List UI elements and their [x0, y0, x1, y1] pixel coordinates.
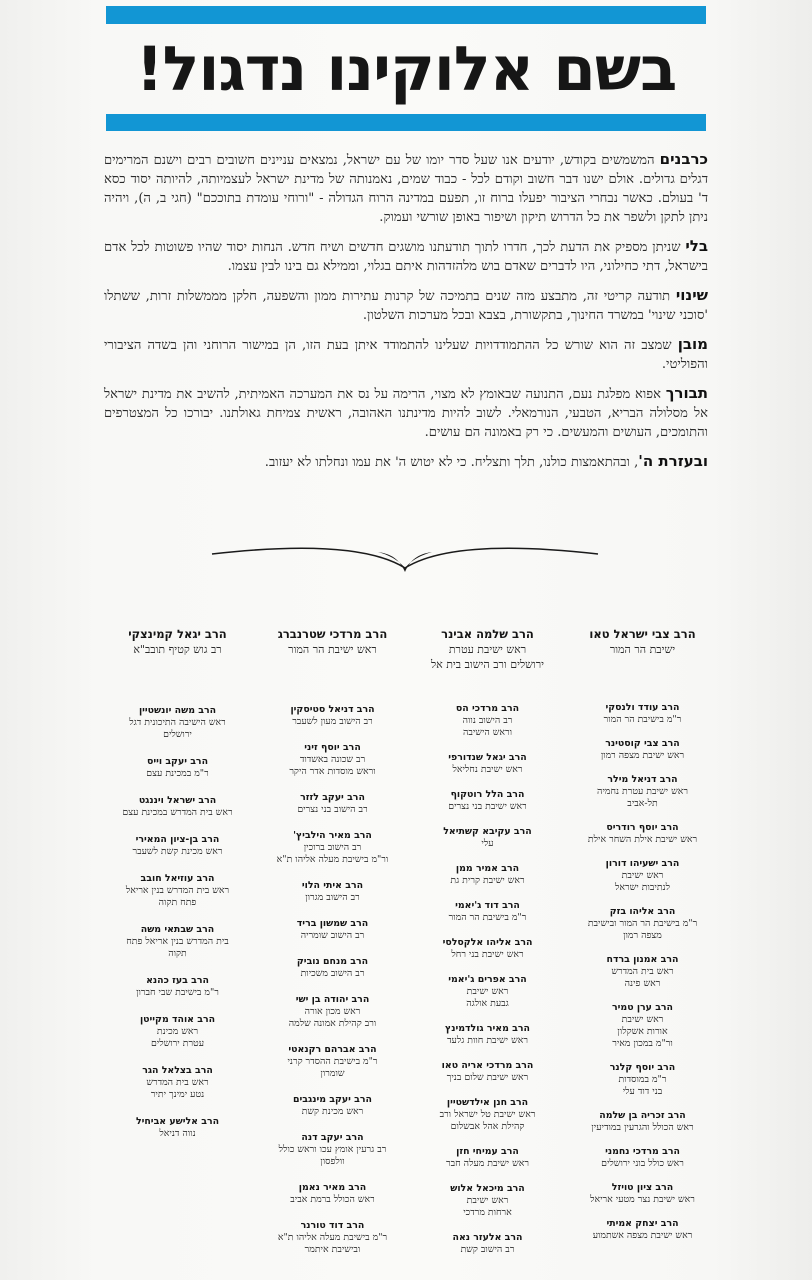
signatory-name: הרב יוסף קלנר	[609, 1062, 676, 1073]
signatory-entry	[255, 1219, 410, 1256]
signatory-title: ראש ישיבת אורות אשקלון ור"מ במכון מאיר	[612, 1014, 673, 1049]
head-rabbi-title: רב גוש קטיף תובב"א	[133, 643, 222, 656]
signatory-entry	[410, 825, 565, 850]
signatory-title: ראש ישיבת חוות גלעד	[447, 1035, 528, 1046]
signatory-name: הרב עוזיאל חובב	[140, 873, 215, 884]
signatory-title: ר"מ בישיבת מעלה אליהו ת"א ובישיבת איתמר	[277, 1232, 388, 1255]
signatory-name: הרב אליהו בזק	[609, 906, 676, 917]
signatory-name: הרב מאיר הילביץ'	[293, 830, 372, 841]
head-rabbi-title: ראש ישיבת עטרת ירושלים ורב הישוב בית אל	[430, 643, 545, 671]
signatory-name: הרב מנחם נוביק	[296, 956, 369, 967]
paragraph-text: , ובהתאמצות כולנו, תלך ותצליח. כי לא יטוש ה' את עמו ונחלתו לא יעזוב.	[264, 455, 639, 470]
signatory-entry	[565, 953, 720, 990]
signatory-name: הרב בצלאל הגר	[142, 1065, 213, 1076]
signatory-title: רב הישוב קשת	[460, 1244, 515, 1255]
signatory-entry	[255, 1131, 410, 1168]
paragraph-text: תודעה קריטי זה, מתבצע מזה שנים בתמיכה של קרנות עתירות ממון והשפעה, חלקן מממשלות זרות, ששתלו 'סוכני שינוי' במשרד החינוך, בתקשורת, בצבא ובכל מערכות השלטון.	[104, 289, 708, 323]
signatory-title: רב הישוב בני נצרים	[297, 804, 368, 815]
signatory-title: ראש ישיבת מעלה חבר	[446, 1158, 529, 1169]
signatory-title: בית המדרש בנין אריאל פתח תקוה	[126, 936, 229, 959]
signatory-entry	[410, 788, 565, 813]
signatory-name: הרב דניאל סטיסקין	[290, 704, 375, 715]
signatory-title: ראש ישיבת קרית גת	[450, 875, 525, 886]
signatory-title: ראש מכינת קשת	[301, 1106, 364, 1117]
signatory-list	[410, 702, 565, 1256]
signatory-entry	[565, 857, 720, 894]
signatory-name: הרב בן-ציון המאירי	[135, 834, 220, 845]
signatory-title: ראש ישיבת בני רחל	[451, 949, 524, 960]
head-rabbi-name: הרב מרדכי שטרנברג	[277, 627, 388, 641]
signatory-entry	[100, 1064, 255, 1101]
signatory-list	[100, 704, 255, 1140]
signatory-name: הרב ישעיהו דורון	[605, 858, 680, 869]
signatory-entry	[565, 821, 720, 846]
signatory-entry	[100, 755, 255, 780]
paragraph-lead-word: ובעזרת ה'	[638, 452, 708, 470]
bottom-blue-bar	[106, 114, 706, 131]
signatory-title: ראש ישיבת מצפה רמון	[600, 750, 685, 761]
signatory-entry	[100, 704, 255, 741]
signatory-name: הרב אליהו אלקסלסי	[442, 937, 533, 948]
signatory-title: ראש ישיבת טל ישראל ורב קהילת אהל אבשלום	[439, 1109, 536, 1132]
signatory-name: הרב מיכאל אלוש	[450, 1183, 525, 1194]
signatory-title: ר"מ בישיבת הר המור ובישיבת מצפה רמון	[587, 918, 698, 941]
signatory-entry	[255, 703, 410, 728]
signatory-name: הרב יעקב לזזר	[300, 792, 365, 803]
signatory-name: הרב יצחק אמיתי	[606, 1218, 679, 1229]
signatory-name: הרב הלל רוטקוף	[450, 789, 525, 800]
head-rabbi-name: הרב יגאל קמינצקי	[128, 627, 227, 641]
signatory-title: ראש מכון אורה ורב קהילת אמונה שלמה	[288, 1006, 377, 1029]
signatory-title: ראש בית המדרש במכינת עצם	[122, 807, 233, 818]
signatory-title: ראש מכינת קשת לשעבר	[132, 846, 223, 857]
signatory-column	[100, 626, 255, 1276]
signatory-entry	[410, 899, 565, 924]
signatory-entry	[255, 1093, 410, 1118]
signatory-name: הרב יהודה בן ישי	[295, 994, 370, 1005]
signatory-name: הרב אברהם רקנאטי	[288, 1044, 377, 1055]
signatory-entry	[255, 879, 410, 904]
signatory-title: ראש ישיבת עטרת נחמיה תל-אביב	[597, 786, 688, 809]
signatory-entry	[255, 1181, 410, 1206]
signatory-title: ראש הכולל והגרעין במודיעין	[591, 1122, 694, 1133]
signatory-title: ראש ישיבת לנתיבות ישראל	[615, 870, 670, 893]
article-paragraph	[104, 286, 708, 325]
signatory-name: הרב דניאל מילר	[607, 774, 678, 785]
signatory-entry	[410, 862, 565, 887]
signatory-name: הרב יעקב דנה	[301, 1132, 364, 1143]
signatory-title: ראש כולל בוני ירושלים	[601, 1158, 684, 1169]
signatory-name: הרב מרדכי הס	[455, 703, 520, 714]
signatory-name: הרב צבי קוסטינר	[605, 738, 680, 749]
paragraph-text: המשמשים בקודש, יודעים אנו שעל סדר יומו של עם ישראל, נמצאים עניינים חשובים רבים וישנם המרימים דגלים גדולים. אולם ישנו דבר חשוב וקודם לכל - כבוד שמים, נאמנותה של מדינת ישראל לעצמיותה, להיותה יסוד כסא ד' בעולם. כאשר נבחרי הציבור יפעלו ברוח זו, תפעם במדינה הרוח הגדולה - "ורוחי עומדת בתוככם" (חגי ב, ה), ויהיה ניתן לתקן ולשפר את כל הדרוש תיקון ושיפור באופן שורשי ועמוק.	[104, 153, 708, 225]
signatory-name: הרב זכריה בן שלמה	[599, 1110, 686, 1121]
signatory-name: הרב עודד ולנסקי	[605, 702, 680, 713]
paragraph-lead-word: כרבנים	[659, 150, 708, 168]
paragraph-lead-word: בלי	[685, 237, 708, 255]
signatory-title: רב הישוב משכיות	[300, 968, 365, 979]
article-paragraph	[104, 384, 708, 442]
signatory-name: הרב מרדכי אריה טאו	[441, 1060, 534, 1071]
signatory-entry	[410, 1022, 565, 1047]
paragraph-text: אפוא מפלגת נעם, התנועה שבאומץ לא מצוי, הרימה על נס את המערכה האמיתית, להשיב את מדינת ישראל אל מסלולה הבריא, הטבעי, הנורמאלי. לשוב להיות מדינתנו האהובה, ראשית צמיחת גאולתנו. יבורכו כל המצטרפים והתומכים, העושים והמעשים. כי רק באמונה הם עושים.	[104, 387, 708, 440]
signatory-name: הרב ערן טמיר	[612, 1002, 673, 1013]
signatory-title: ר"מ בישיבת שבי חברון	[136, 987, 219, 998]
signatory-column	[410, 626, 565, 1276]
column-head	[565, 626, 720, 690]
signatory-entry	[100, 923, 255, 960]
signatory-entry	[255, 1043, 410, 1080]
signatory-entry	[565, 905, 720, 942]
paragraph-text: שניתן מספיק את הדעת לכך, חדרו לתוך תודעתנו מושגים חדשים ושיח חדש. הנחות יסוד שהיו פשוטות לכל אדם בישראל, דתי כחילוני, היו לדברים שאדם בוש מלהזדהות איתם בגלוי, וממילא גם בינו לבין עצמו.	[104, 240, 708, 274]
signatory-name: הרב אמנון ברדח	[606, 954, 679, 965]
signatory-entry	[100, 974, 255, 999]
signatory-entry	[565, 773, 720, 810]
article-body	[104, 150, 708, 482]
signatory-entry	[255, 741, 410, 778]
signatory-name: הרב דוד ג'יאמי	[455, 900, 520, 911]
signatory-name: הרב בעז כהנא	[146, 975, 209, 986]
signatory-title: ראש בית המדרש בנין אריאל פתח תקוה	[125, 885, 230, 908]
signatory-title: רב הישוב שומריה	[300, 930, 365, 941]
column-head	[410, 626, 565, 690]
signatory-title: עלי	[481, 838, 494, 849]
signatory-entry	[100, 794, 255, 819]
signatory-entry	[565, 1109, 720, 1134]
column-head	[255, 626, 410, 690]
article-paragraph	[104, 335, 708, 374]
paragraph-lead-word: תבורך	[665, 384, 708, 402]
signatory-entry	[255, 829, 410, 866]
column-head	[100, 626, 255, 690]
signatory-entry	[100, 833, 255, 858]
signatory-title: ר"מ במוסדות בני דוד עלי	[618, 1074, 667, 1097]
signatory-title: רב הישוב מעון לשעבר	[292, 716, 373, 727]
signatory-name: הרב יגאל שנדורפי	[448, 752, 527, 763]
headline: בשם אלוקינו נדגול!	[135, 34, 677, 105]
signatory-title: רב שכונה באשדוד וראש מוסדות אדר היקר	[289, 754, 376, 777]
signatory-title: ר"מ בישיבת הר המור	[603, 714, 682, 725]
signatory-title: ר"מ בישיבת ההסדר קרני שומרון	[287, 1056, 378, 1079]
signatory-title: רב הישוב ברוכין ור"מ בישיבת מעלה אליהו ת"א	[276, 842, 389, 865]
signatory-name: הרב יעקב וייס	[146, 756, 209, 767]
signatory-name: הרב יוסף רודריס	[606, 822, 679, 833]
signatory-title: נווה דניאל	[159, 1128, 196, 1139]
signatory-entry	[410, 1096, 565, 1133]
signatory-name: הרב ציון טויזל	[611, 1182, 674, 1193]
signatory-list	[255, 703, 410, 1256]
signatory-entry	[410, 751, 565, 776]
signatory-title: ראש ישיבת ארחות מרדכי	[463, 1195, 512, 1218]
head-rabbi-name: הרב צבי ישראל טאו	[589, 627, 696, 641]
signatory-title: ראש ישיבת שלום בניך	[446, 1072, 529, 1083]
signatory-name: הרב ישראל ויננגט	[138, 795, 217, 806]
signatory-entry	[100, 1013, 255, 1050]
signatory-entry	[255, 955, 410, 980]
signatory-title: ראש ישיבת בני נצרים	[448, 801, 527, 812]
signatory-title: ראש ישיבת גבעת אולגה	[466, 986, 509, 1009]
signatory-entry	[410, 936, 565, 961]
signatory-entry	[565, 1001, 720, 1050]
signatory-title: ראש ישיבת אילת השחר אילת	[587, 834, 698, 845]
signatory-title: ראש ישיבת מצפה אשתמוע	[592, 1230, 693, 1241]
signatory-name: הרב שמשון בריד	[296, 918, 369, 929]
signatory-name: הרב יעקב מינגבים	[293, 1094, 372, 1105]
signatory-name: הרב אלישע אביחיל	[135, 1116, 220, 1127]
signatory-entry	[410, 1059, 565, 1084]
signatory-title: ראש בית המדרש נטע ימינך יתיר	[146, 1077, 209, 1100]
signatory-entry	[410, 1182, 565, 1219]
signatory-entry	[100, 1115, 255, 1140]
signatory-name: הרב אפרים ג'יאמי	[448, 974, 527, 985]
signatory-name: הרב מרדכי נחמני	[605, 1146, 680, 1157]
signatory-entry	[565, 701, 720, 726]
signatory-title: ראש מכינת עטרת ירושלים	[150, 1026, 205, 1049]
head-rabbi-name: הרב שלמה אבינר	[441, 627, 534, 641]
signatory-entry	[565, 1145, 720, 1170]
signatory-entry	[410, 973, 565, 1010]
article-paragraph	[104, 150, 708, 227]
signatory-title: רב הישוב מגרון	[305, 892, 360, 903]
signatory-name: הרב משה יונשטיין	[138, 705, 217, 716]
paragraph-lead-word: מובן	[677, 335, 708, 353]
signatory-name: הרב אמיר ממן	[455, 863, 520, 874]
signatory-entry	[565, 737, 720, 762]
signatory-name: הרב מאיר גולדמינץ	[445, 1023, 530, 1034]
signatory-name: הרב עקיבא קשתיאל	[443, 826, 532, 837]
signatory-name: הרב איתי הלוי	[301, 880, 364, 891]
article-paragraph	[104, 237, 708, 276]
signatory-column	[255, 626, 410, 1276]
top-blue-bar	[106, 6, 706, 24]
signatory-name: הרב מאיר נאמן	[298, 1182, 367, 1193]
ornamental-divider	[210, 538, 600, 578]
signatory-title: ראש בית המדרש ראש פינה	[611, 966, 674, 989]
signatory-name: הרב דוד טורנר	[300, 1220, 365, 1231]
signatory-list	[565, 701, 720, 1242]
signatory-name: הרב חנן אילדשטיין	[446, 1097, 529, 1108]
paragraph-lead-word: שינוי	[675, 286, 708, 304]
signatory-entry	[410, 702, 565, 739]
signatory-entry	[565, 1061, 720, 1098]
signatory-title: ראש הכולל ברמת אביב	[290, 1194, 375, 1205]
signatory-entry	[410, 1145, 565, 1170]
signatory-title: ראש ישיבת נצר מטעי אריאל	[590, 1194, 695, 1205]
signatory-title: ראש ישיבת נחליאל	[452, 764, 523, 775]
article-paragraph	[104, 452, 708, 472]
signatory-entry	[565, 1217, 720, 1242]
signatory-name: הרב אוהד מקייטן	[139, 1014, 216, 1025]
signatory-entry	[100, 872, 255, 909]
signatory-entry	[255, 791, 410, 816]
signatory-name: הרב יוסף זיני	[304, 742, 361, 753]
signatory-title: רב גרעין אומץ עכו וראש כולל וולפסון	[278, 1144, 387, 1167]
signatory-name: הרב אלעזר נאה	[452, 1232, 523, 1243]
signatory-column	[565, 626, 720, 1276]
signatory-title: ראש הישיבה התיכונית דגל ירושלים	[129, 717, 226, 740]
head-rabbi-title: ישיבת הר המור	[609, 643, 676, 656]
head-rabbi-title: ראש ישיבת הר המור	[288, 643, 377, 656]
paragraph-text: שמצב זה הוא שורש כל ההתמודדויות שעלינו להתמודד איתן בעת הזו, הן במישור הרוחני והן בשדה הציבורי והפוליטי.	[104, 338, 708, 372]
signatory-entry	[565, 1181, 720, 1206]
signatory-title: רב הישוב נווה וראש הישיבה	[462, 715, 513, 738]
signatory-name: הרב שבתאי משה	[140, 924, 215, 935]
rabbi-signatories	[100, 626, 720, 1276]
signatory-entry	[255, 917, 410, 942]
signatory-title: ר"מ בישיבת הר המור	[448, 912, 527, 923]
signatory-title: ר"מ במכינת עצם	[146, 768, 209, 779]
signatory-entry	[255, 993, 410, 1030]
signatory-entry	[410, 1231, 565, 1256]
signatory-name: הרב עמיחי חזן	[456, 1146, 519, 1157]
